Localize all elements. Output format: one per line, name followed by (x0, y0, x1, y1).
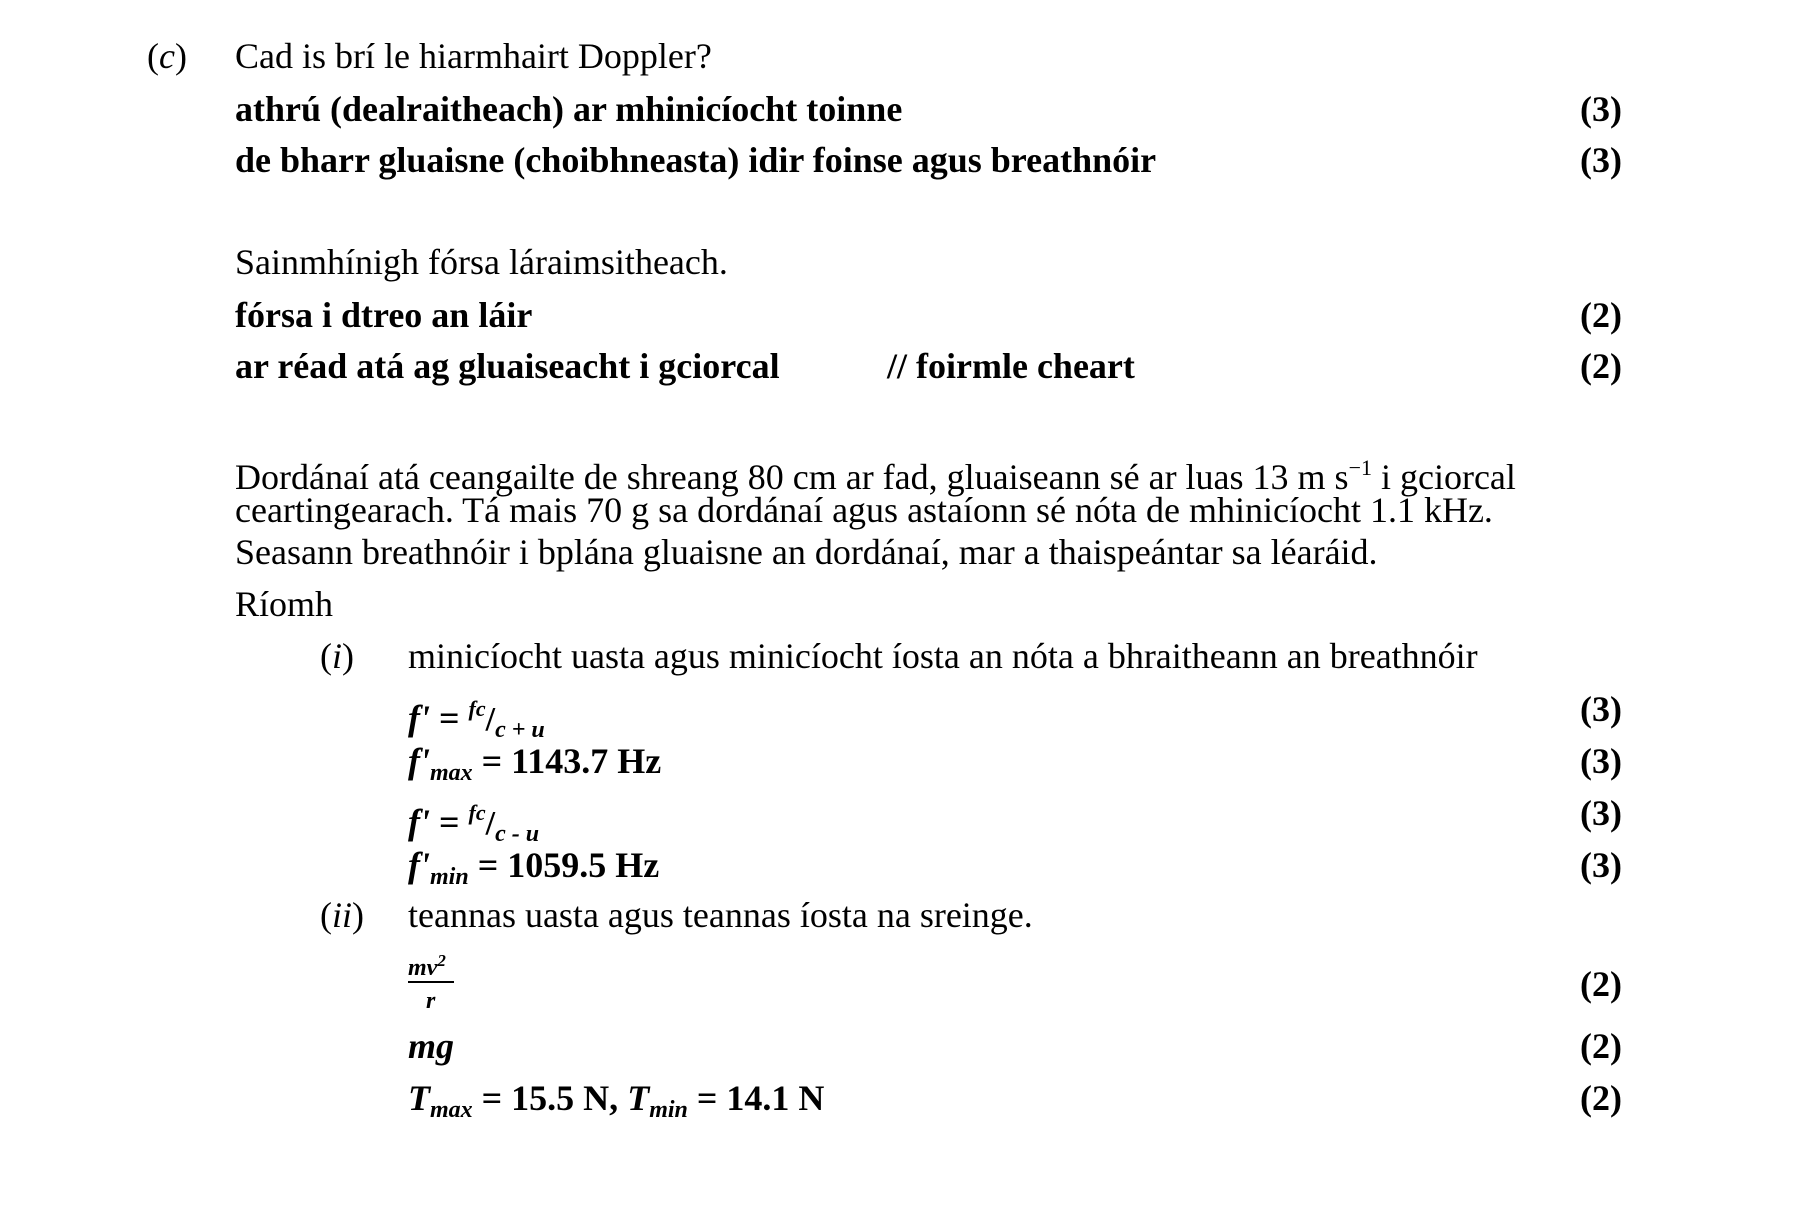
fraction-numerator-mv: mv (408, 955, 438, 981)
equals-sign: = (430, 698, 469, 738)
part-i-mark-2: (3) (1580, 741, 1622, 781)
centripetal-answer-1: fórsa i dtreo an láir (235, 295, 533, 335)
centripetal-answer-2-alt: // foirmle cheart (887, 346, 1135, 386)
f-min-value: = 1059.5 Hz (468, 845, 660, 885)
problem-line-2: ceartingearach. Tá mais 70 g sa dordánaí agus astaíonn sé nóta de mhinicíocht 1.1 kHz. (235, 490, 1493, 530)
doppler-answer-1: athrú (dealraitheach) ar mhinicíocht toinne (235, 89, 903, 129)
t-min-subscript: min (649, 1097, 688, 1123)
problem-line-4: Ríomh (235, 584, 334, 624)
part-i-label (320, 636, 354, 676)
problem-line-1-a: Dordánaí atá ceangailte de shreang 80 cm ar fad, gluaiseann sé ar luas 13 m s (235, 457, 1349, 497)
centripetal-question: Sainmhínigh fórsa láraimsitheach. (235, 242, 728, 282)
formula-denominator-minus: c - u (495, 821, 540, 847)
part-i-mark-3: (3) (1580, 793, 1622, 833)
doppler-answer-2-mark: (3) (1580, 140, 1622, 180)
problem-line-1-b: i gciorcal (1371, 457, 1516, 497)
doppler-answer-1-mark: (3) (1580, 89, 1622, 129)
part-ii-label-close: ) (352, 895, 365, 935)
part-ii-label-roman: ii (332, 895, 353, 935)
f-min-result (408, 845, 659, 897)
f-prime-symbol: f' (408, 698, 430, 738)
part-c-label (147, 36, 187, 76)
part-c-label-open: ( (147, 36, 159, 76)
part-ii-question: teannas uasta agus teannas íosta na sreinge. (408, 895, 1033, 935)
part-i-mark-1: (3) (1580, 689, 1622, 729)
doppler-answer-2: de bharr gluaisne (choibhneasta) idir foinse agus breathnóir (235, 140, 1157, 180)
fraction-numerator-exponent: 2 (437, 951, 446, 970)
part-i-label-close: ) (342, 636, 355, 676)
formula-denominator-plus: c + u (495, 717, 545, 743)
t-min-value: = 14.1 N (687, 1078, 825, 1118)
part-i-mark-4: (3) (1580, 845, 1622, 885)
centripetal-answer-1-mark: (2) (1580, 295, 1622, 335)
weight-term: mg (408, 1026, 455, 1066)
f-max-result (408, 741, 661, 793)
fraction-denominator: r (426, 988, 436, 1014)
equals-sign: = (430, 802, 469, 842)
formula-slash: / (485, 805, 496, 842)
part-i-question: minicíocht uasta agus minicíocht íosta an nóta a bhraitheann an breathnóir (408, 636, 1478, 676)
centripetal-force-fraction (408, 948, 458, 1018)
speed-unit-exponent: −1 (1348, 455, 1372, 480)
t-max-value: = 15.5 N, (472, 1078, 628, 1118)
f-prime-symbol: f' (408, 802, 430, 842)
part-c-label-letter: c (159, 36, 175, 76)
f-prime-symbol: f' (408, 845, 430, 885)
f-max-value: = 1143.7 Hz (472, 741, 662, 781)
f-prime-symbol: f' (408, 741, 430, 781)
part-i-label-roman: i (332, 636, 343, 676)
t-max-subscript: max (430, 1097, 473, 1123)
fraction-bar (408, 981, 454, 983)
max-subscript: max (430, 760, 473, 786)
formula-slash: / (485, 701, 496, 738)
doppler-question: Cad is brí le hiarmhairt Doppler? (235, 36, 712, 76)
part-ii-label-open: ( (320, 895, 332, 935)
part-ii-mark-3: (2) (1580, 1078, 1622, 1118)
t-symbol: T (408, 1078, 430, 1118)
part-ii-mark-2: (2) (1580, 1026, 1622, 1066)
part-c-label-close: ) (174, 36, 187, 76)
part-i-label-open: ( (320, 636, 332, 676)
formula-numerator: fc (468, 800, 486, 825)
fraction-numerator (408, 948, 446, 981)
tension-results (408, 1078, 824, 1130)
centripetal-answer-2: ar réad atá ag gluaiseacht i gciorcal (235, 346, 780, 386)
part-ii-label (320, 895, 364, 935)
problem-line-3: Seasann breathnóir i bplána gluaisne an dordánaí, mar a thaispeántar sa léaráid. (235, 532, 1378, 572)
centripetal-answer-2-mark: (2) (1580, 346, 1622, 386)
t-symbol: T (627, 1078, 650, 1118)
part-ii-mark-1: (2) (1580, 964, 1622, 1004)
formula-numerator: fc (468, 696, 486, 721)
min-subscript: min (430, 864, 469, 890)
